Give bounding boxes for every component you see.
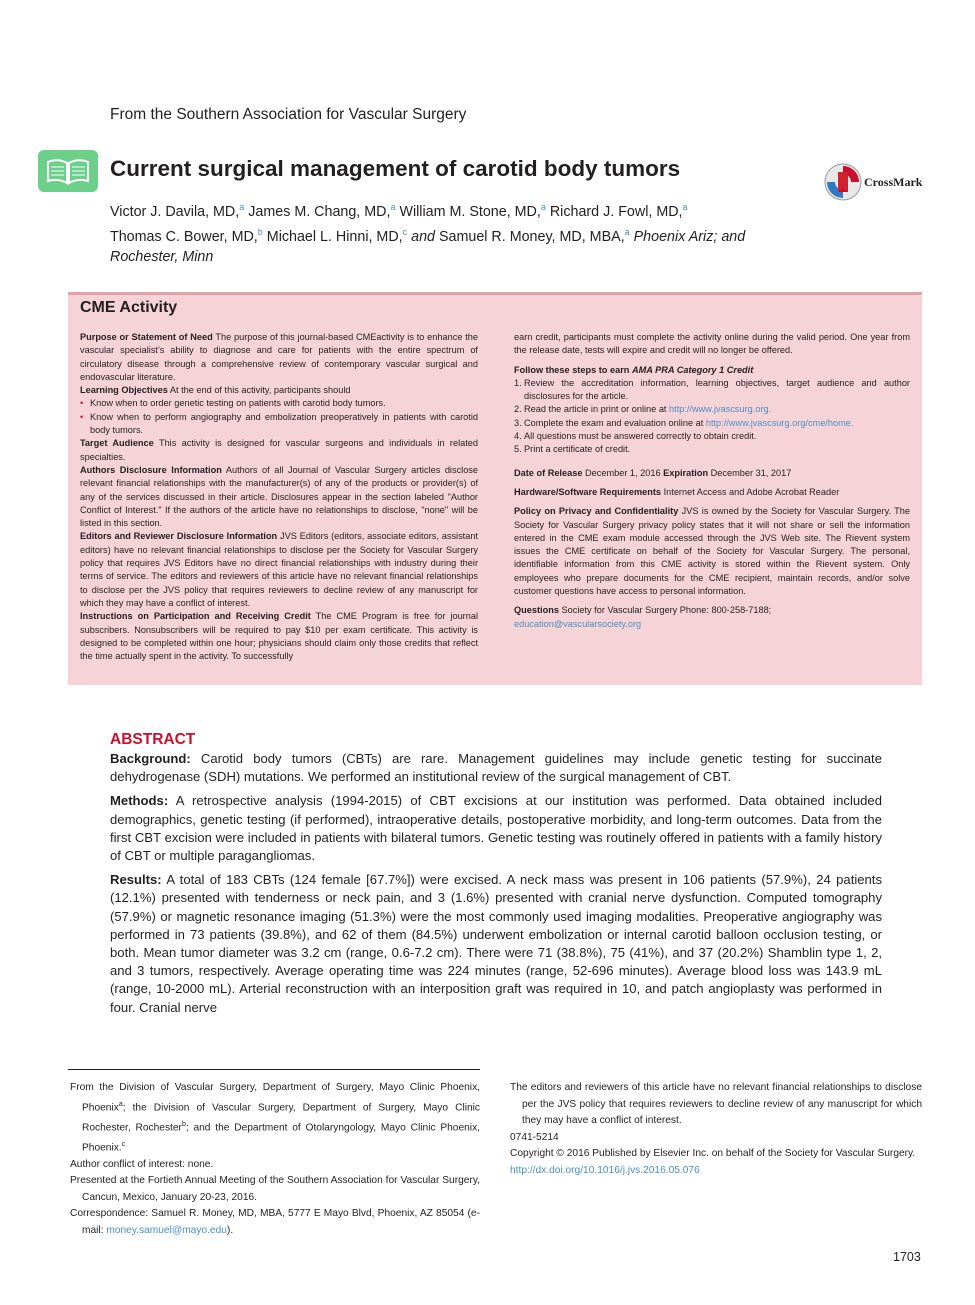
cme-release: Date of Release December 1, 2016 Expiration December 31, 2017	[514, 467, 792, 478]
affiliation-marker[interactable]: a	[390, 202, 396, 212]
author-and: and	[411, 228, 435, 245]
cme-questions: Questions Society for Vascular Surgery Phone: 800-258-7188; education@vascularsociety.org	[514, 605, 772, 629]
list-item: 4. All questions must be answered correctly to obtain credit.	[514, 431, 757, 442]
affiliation-marker[interactable]: a	[540, 202, 546, 212]
author-location: Phoenix Ariz; and Rochester, Minn	[110, 228, 746, 265]
cme-hardware: Hardware/Software Requirements Internet Access and Adobe Acrobat Reader	[514, 486, 840, 497]
article-title: Current surgical management of carotid body tumors	[110, 156, 681, 181]
cme-home-link[interactable]: http://www.jvascsurg.org/cme/home.	[705, 417, 854, 428]
affiliation-marker[interactable]: a	[624, 226, 630, 237]
list-item: • Know when to order genetic testing on patients with carotid body tumors.	[80, 398, 386, 409]
footnote-conflict: Author conflict of interest: none.	[70, 1158, 214, 1170]
list-item: 1. Review the accreditation information, learning objectives, target audience and author disclosures for the article.	[514, 377, 910, 402]
abstract-heading: ABSTRACT	[110, 731, 196, 748]
footnote-copyright: Copyright © 2016 Published by Elsevier Inc. on behalf of the Society for Vascular Surgery.	[510, 1148, 916, 1160]
author-name: Michael L. Hinni, MD,	[266, 228, 403, 245]
cme-instructions: Instructions on Participation and Receiving Credit The CME Program is free for journal subscribers. Nonsubscribers will be required to pay $10 per exam certificate. This activity is designed to be completed within one hour; physicians should claim only those credits that reflect the time actually spent in the activity. To successfully	[80, 611, 479, 662]
doi-link[interactable]: http://dx.doi.org/10.1016/j.jvs.2016.05.076	[510, 1164, 700, 1176]
author-name: James M. Chang, MD,	[248, 203, 391, 220]
cme-privacy: Policy on Privacy and Confidentiality JVS is owned by the Society for Vascular Surgery. The Society for Vascular Surgery privacy policy states that it will not share or sell the information entered in the CME exam module accessed through the JVS Web site. The Rievent system issues the CME certificate on behalf of the Society for Vascular Surgery. The personal, identifiable information from this CME activity is stored within the Rievent system. Only employees who prepare documents for the CME recipient, maintain records, and/or solve customer questions have access to personal information.	[514, 506, 910, 597]
cme-purpose: Purpose or Statement of Need The purpose of this journal-based CMEactivity is to enhance the vascular specialist's ability to diagnose and care for patients with the entire spectrum of circulatory disease through a comprehensive review of contemporary vascular surgical and endovascular literature.	[80, 332, 479, 382]
list-item: 2. Read the article in print or online at http://www.jvascsurg.org.	[514, 404, 772, 415]
author-name: Samuel R. Money, MD, MBA,	[438, 228, 625, 245]
cme-authors-disclosure: Authors Disclosure Information Authors of all Journal of Vascular Surgery articles disclose relevant financial relationships with the manufacturer(s) of any of the products or provider(s) of any of the services discussed in their article. Disclosures appear in the section labeled "Author Conflict of Interest." If the authors of the article have no relationships to disclose, "none" will be listed in this section.	[80, 464, 479, 529]
footnotes-right	[510, 1080, 922, 1180]
author-name: Victor J. Davila, MD,	[110, 203, 240, 220]
footnote-affiliations: From the Division of Vascular Surgery, Department of Surgery, Mayo Clinic Phoenix, Phoenix$^a$; the Division of Vascular Surgery, Department of Surgery, Mayo Clinic Rochester, Rochester$^b$; and the Department of Otolaryngology, Mayo Clinic Phoenix, Phoenix.$^c$	[70, 1082, 480, 1153]
steps-list	[514, 377, 910, 457]
footnotes-left	[70, 1080, 480, 1240]
cme-instructions-continued: earn credit, participants must complete the activity online during the valid period. One year from the release date, tests will expire and credit will no longer be offered.	[514, 332, 910, 356]
cme-left-column	[80, 331, 478, 663]
footnote-issn: 0741-5214	[510, 1131, 559, 1143]
abstract-background: Background: Carotid body tumors (CBTs) are rare. Management guidelines may include genetic testing for succinate dehydrogenase (SDH) mutations. We performed an institutional review of the surgical management of CBT.	[110, 751, 882, 785]
footnote-editors: The editors and reviewers of this article have no relevant financial relationships to disclose per the JVS policy that requires reviewers to decline review of any manuscript for which they may have a conflict of interest.	[510, 1082, 922, 1127]
objectives-list	[80, 397, 478, 437]
list-item: 5. Print a certificate of credit.	[514, 444, 631, 455]
abstract-section	[110, 731, 882, 1023]
correspondence-email-link[interactable]: money.samuel@mayo.edu	[106, 1224, 227, 1236]
affiliation-marker[interactable]: a	[682, 202, 688, 212]
abstract-methods: Methods: A retrospective analysis (1994-2015) of CBT excisions at our institution was performed. Data obtained included demographics, genetic testing (if performed), intraoperative details, postoperative morbidity, and long-term outcomes. Data from the first CBT excision were included in patients with bilateral tumors. Genetic testing was routinely offered in patients with a family history of CBT or multiple paragangliomas.	[110, 793, 882, 864]
author-name: William M. Stone, MD,	[399, 203, 541, 220]
footnote-presented: Presented at the Fortieth Annual Meeting of the Southern Association for Vascular Surgery, Cancun, Mexico, January 20-23, 2016.	[70, 1175, 480, 1203]
list-item: 3. Complete the exam and evaluation online at http://www.jvascsurg.org/cme/home.	[514, 417, 854, 428]
author-list	[110, 197, 800, 267]
cme-editors-disclosure: Editors and Reviewer Disclosure Information JVS Editors (editors, associate editors, assistant editors) have no relevant financial relationships to disclose per the Society for Vascular Surgery policy that requires JVS Editors have no direct financial relationships with industry during their terms of service. The editors and reviewers of this article have no relevant financial relationships to disclose per the JVS policy that requires reviewers to decline review of any manuscript for which they may have a conflict of interest.	[80, 531, 479, 608]
cme-top-border	[68, 292, 922, 295]
author-name: Thomas C. Bower, MD,	[110, 228, 258, 245]
page-number: 1703	[893, 1250, 921, 1264]
footnote-divider	[68, 1069, 480, 1070]
crossmark-badge[interactable]	[823, 162, 923, 202]
cme-activity-box	[68, 292, 922, 685]
email-link[interactable]: education@vascularsociety.org	[514, 618, 642, 629]
cme-objectives: Learning Objectives At the end of this activity, participants should	[80, 385, 351, 396]
journal-source-line: From the Southern Association for Vascular Surgery	[110, 106, 467, 123]
list-item: • Know when to perform angiography and embolization preoperatively in patients with carotid body tumors.	[80, 411, 478, 436]
crossmark-label: CrossMark	[864, 175, 923, 189]
cme-heading: CME Activity	[80, 299, 178, 316]
abstract-results: Results: A total of 183 CBTs (124 female [67.7%]) were excised. A neck mass was present in 106 patients (57.9%), 24 patients (12.1%) presented with tenderness or neck pain, and 3 (1.6%) presented with cranial nerve dysfunction. Computed tomography (57.9%) or magnetic resonance imaging (51.3%) were the most commonly used imaging modalities. Preoperative angiography was performed in 73 patients (39.8%), and 62 of them (84.5%) underwent embolization or internal carotid balloon occlusion testing, or both. Mean tumor diameter was 3.2 cm (range, 0.6-7.2 cm). There were 71 (38.8%), 75 (41%), and 37 (20.2%) Shamblin type 1, 2, and 3 tumors, respectively. Average operating time was 224 minutes (range, 52-696 minutes). Average blood loss was 143.9 mL (range, 10-2000 mL). Arterial reconstruction with an interposition graft was required in 10, and patch angioplasty was performed in four. Cranial nerve	[110, 872, 882, 1015]
cme-audience: Target Audience This activity is designed for vascular surgeons and individuals in related specialties.	[80, 438, 478, 462]
jvs-link[interactable]: http://www.jvascsurg.org.	[669, 404, 772, 415]
affiliation-marker[interactable]: a	[239, 202, 245, 212]
affiliation-marker[interactable]: b	[257, 226, 263, 237]
affiliation-marker[interactable]: c	[402, 226, 408, 237]
cme-steps-intro: Follow these steps to earn AMA PRA Category 1 Credit	[514, 364, 754, 375]
cme-right-column	[514, 331, 910, 631]
crossmark-icon	[823, 162, 863, 202]
footnote-correspondence: Correspondence: Samuel R. Money, MD, MBA, 5777 E Mayo Blvd, Phoenix, AZ 85054 (e-mail: money.samuel@mayo.edu).	[70, 1208, 480, 1236]
open-book-icon	[38, 150, 98, 192]
author-name: Richard J. Fowl, MD,	[549, 203, 683, 220]
